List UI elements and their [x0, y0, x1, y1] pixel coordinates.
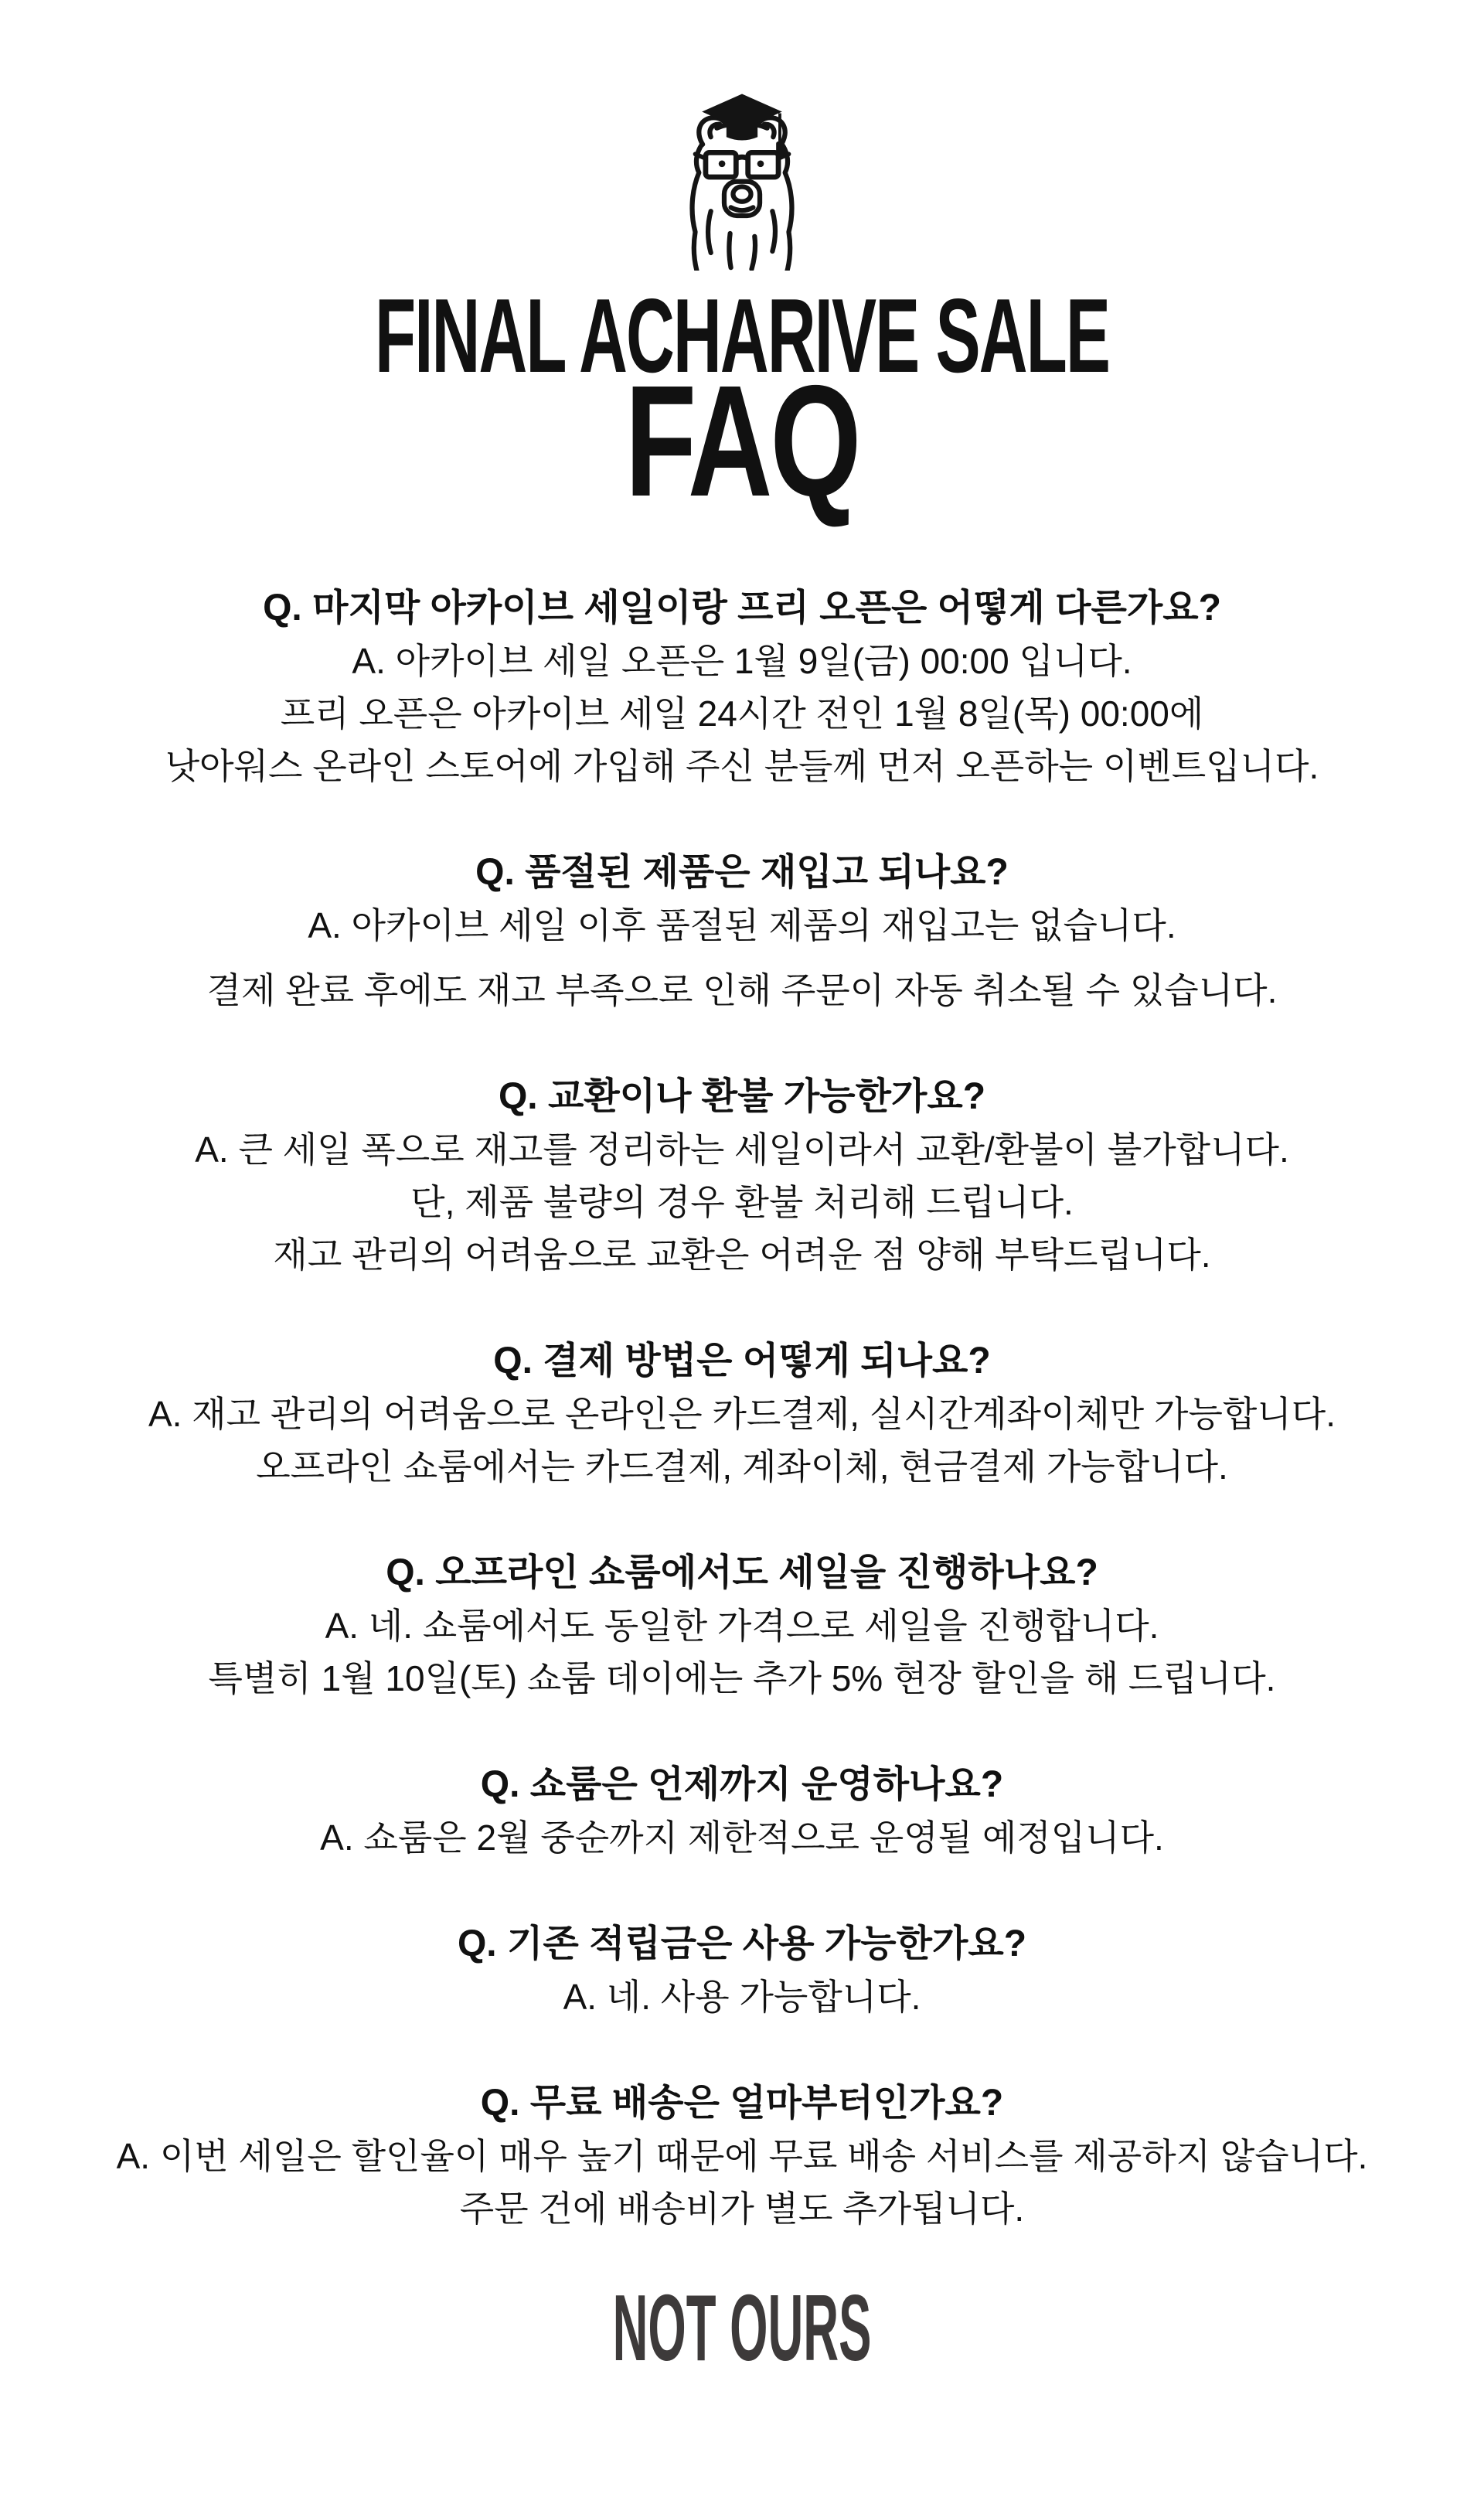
faq-item-exchange-refund — [23, 1071, 1461, 1281]
brand-title: FINAL ACHARIVE SALE — [374, 277, 1110, 394]
brand-logo — [668, 85, 816, 271]
faq-question: Q. 마지막 아카이브 세일이랑 프리 오픈은 어떻게 다른가요? — [263, 587, 1221, 629]
faq-answer-line: 단, 제품 불량의 경우 환불 처리해 드립니다. — [410, 1181, 1074, 1222]
faq-answer-line: 낫아워스 온라인 스토어에 가입해 주신 분들께 먼저 오픈하는 이벤트입니다. — [165, 745, 1319, 786]
faq-answer-line: A. 큰 세일 폭으로 재고를 정리하는 세일이라서 교환/환불이 불가합니다. — [195, 1129, 1289, 1170]
faq-item-free-shipping — [23, 2077, 1461, 2235]
faq-question: Q. 교환이나 환불 가능한가요? — [498, 1075, 986, 1117]
faq-question: Q. 결제 방법은 어떻게 되나요? — [493, 1340, 991, 1381]
faq-answer-line: A. 이번 세일은 할인율이 매우 높기 때문에 무료 배송 서비스를 제공하지 않습니다. — [116, 2135, 1368, 2176]
faq-answer-line: 특별히 1월 10일(토) 쇼룸 데이에는 추가 5% 현장 할인을 해 드립니다. — [208, 1657, 1276, 1698]
faq-question: Q. 기존 적립금은 사용 가능한가요? — [457, 1923, 1027, 1964]
faq-page — [0, 85, 1484, 2497]
faq-answer-line: 주문 건에 배송비가 별도 추가됩니다. — [459, 2188, 1025, 2229]
faq-answer-line: A. 네. 쇼룸에서도 동일한 가격으로 세일을 진행합니다. — [325, 1605, 1159, 1646]
faq-question: Q. 쇼룸은 언제까지 운영하나요? — [480, 1763, 1004, 1805]
faq-item-restock — [23, 847, 1461, 1017]
faq-answer-line: A. 아카이브 세일 오픈은 1월 9일(금) 00:00 입니다. — [352, 640, 1132, 681]
faq-answer-line: A. 네. 사용 가능합니다. — [563, 1976, 921, 2017]
footer-brand-mark: NOT OURS — [612, 2274, 872, 2380]
bear-graduate-logo — [668, 85, 816, 271]
faq-item-payment — [23, 1335, 1461, 1493]
faq-item-showroom-period — [23, 1759, 1461, 1864]
faq-answer-line: 오프라인 쇼룸에서는 카드결제, 계좌이체, 현금결제 가능합니다. — [256, 1446, 1228, 1487]
faq-answer-line: A. 재고 관리의 어려움으로 온라인은 카드결제, 실시간계좌이체만 가능합니다. — [148, 1393, 1336, 1434]
faq-answer-line: 프리 오픈은 아카이브 세일 24시간 전인 1월 8일(목) 00:00에 — [280, 693, 1204, 734]
faq-answer-line: A. 쇼룸은 2월 중순까지 제한적으로 운영될 예정입니다. — [320, 1817, 1164, 1858]
faq-item-points — [23, 1918, 1461, 2023]
faq-question: Q. 무료 배송은 얼마부터인가요? — [480, 2082, 1004, 2124]
faq-answer-line: A. 아카이브 세일 이후 품절된 제품의 재입고는 없습니다. — [308, 904, 1176, 945]
faq-question: Q. 품절된 제품은 재입고 되나요? — [475, 851, 1009, 893]
page-title: FAQ — [625, 352, 859, 530]
faq-answer-line: 재고 관리의 어려움으로 교환은 어려운 점 양해 부탁드립니다. — [273, 1234, 1211, 1275]
faq-item-preopen — [23, 582, 1461, 792]
faq-answer-line: 결제 완료 후에도 재고 부족으로 인해 주문이 자동 취소될 수 있습니다. — [206, 969, 1278, 1010]
faq-list — [23, 582, 1461, 2235]
faq-question: Q. 오프라인 쇼룸에서도 세일을 진행하나요? — [386, 1552, 1098, 1593]
faq-item-showroom-sale — [23, 1547, 1461, 1705]
